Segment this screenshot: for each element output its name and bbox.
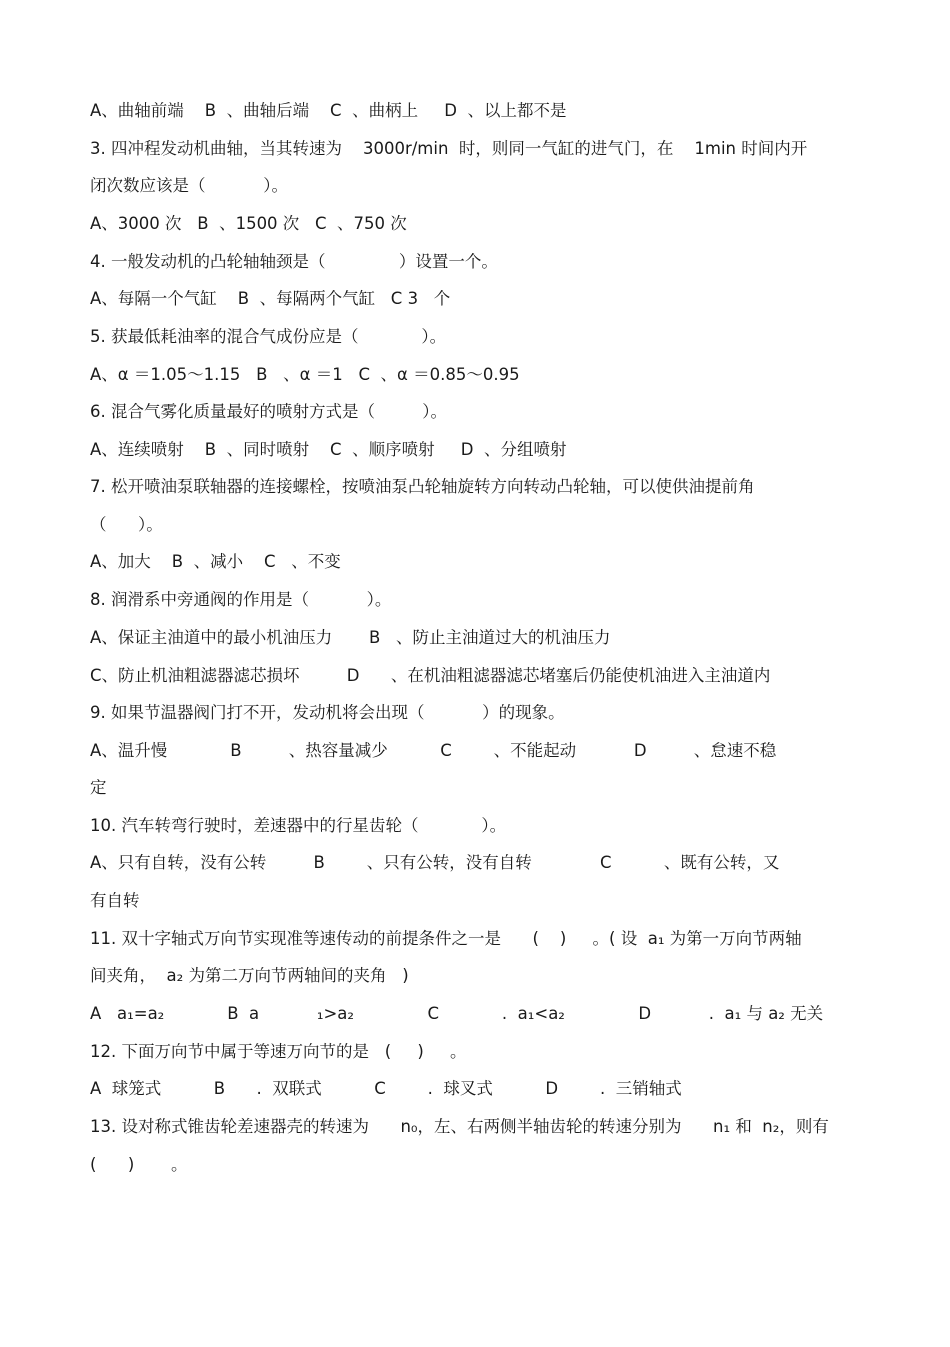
q10-stem: 10. 汽车转弯行驶时，差速器中的行星齿轮（ ）。 bbox=[90, 816, 507, 835]
q10-options-line1: A、只有自转，没有公转 B 、只有公转，没有自转 C 、既有公转，又 bbox=[90, 853, 780, 872]
q13-stem-line1: 13. 设对称式锥齿轮差速器壳的转速为 n₀，左、右两侧半轴齿轮的转速分别为 n₁ 和 n₂，则有 bbox=[90, 1117, 829, 1136]
q4-stem: 4. 一般发动机的凸轮轴轴颈是（ ）设置一个。 bbox=[90, 252, 498, 271]
q11-stem-line2: 间夹角， a₂ 为第二万向节两轴间的夹角 ) bbox=[90, 966, 409, 985]
q6-stem: 6. 混合气雾化质量最好的喷射方式是（ ）。 bbox=[90, 402, 447, 421]
q5-options: A、α ＝1.05～1.15 B 、α ＝1 C 、α ＝0.85～0.95 bbox=[90, 365, 520, 384]
q10-options-line2: 有自转 bbox=[90, 891, 140, 910]
q8-options-line2: C、防止机油粗滤器滤芯损坏 D 、在机油粗滤器滤芯堵塞后仍能使机油进入主油道内 bbox=[90, 666, 771, 685]
q5-stem: 5. 获最低耗油率的混合气成份应是（ ）。 bbox=[90, 327, 447, 346]
q3-options: A、3000 次 B 、1500 次 C 、750 次 bbox=[90, 214, 407, 233]
q8-options-line1: A、保证主油道中的最小机油压力 B 、防止主油道过大的机油压力 bbox=[90, 628, 611, 647]
q7-stem-line2: （ ）。 bbox=[90, 515, 163, 534]
q8-stem: 8. 润滑系中旁通阀的作用是（ ）。 bbox=[90, 590, 392, 609]
q6-options: A、连续喷射 B 、同时喷射 C 、顺序喷射 D 、分组喷射 bbox=[90, 440, 567, 459]
q9-stem: 9. 如果节温器阀门打不开，发动机将会出现（ ）的现象。 bbox=[90, 703, 565, 722]
q4-options: A、每隔一个气缸 B 、每隔两个气缸 C 3 个 bbox=[90, 289, 451, 308]
q3-stem-line2: 闭次数应该是（ ）。 bbox=[90, 176, 288, 195]
q2-options: A、曲轴前端 B 、曲轴后端 C 、曲柄上 D 、以上都不是 bbox=[90, 101, 567, 120]
q12-stem: 12. 下面万向节中属于等速万向节的是 ( ) 。 bbox=[90, 1042, 467, 1061]
q12-options: A 球笼式 B . 双联式 C . 球叉式 D . 三销轴式 bbox=[90, 1079, 682, 1098]
q9-options-line1: A、温升慢 B 、热容量减少 C 、不能起动 D 、怠速不稳 bbox=[90, 741, 777, 760]
q11-options: A a₁=a₂ B a ₁>a₂ C . a₁<a₂ D . a₁ 与 a₂ 无关 bbox=[90, 1004, 824, 1023]
q9-options-line2: 定 bbox=[90, 778, 107, 797]
q3-stem-line1: 3. 四冲程发动机曲轴，当其转速为 3000r/min 时，则同一气缸的进气门，在 1min 时间内开 bbox=[90, 139, 808, 158]
q13-stem-line2: ( ) 。 bbox=[90, 1155, 188, 1174]
q7-options: A、加大 B 、减小 C 、不变 bbox=[90, 552, 341, 571]
q11-stem-line1: 11. 双十字轴式万向节实现准等速传动的前提条件之一是 ( ) 。( 设 a₁ 为第一万向节两轴 bbox=[90, 929, 802, 948]
q7-stem-line1: 7. 松开喷油泵联轴器的连接螺栓，按喷油泵凸轮轴旋转方向转动凸轮轴，可以使供油提前角 bbox=[90, 477, 755, 496]
